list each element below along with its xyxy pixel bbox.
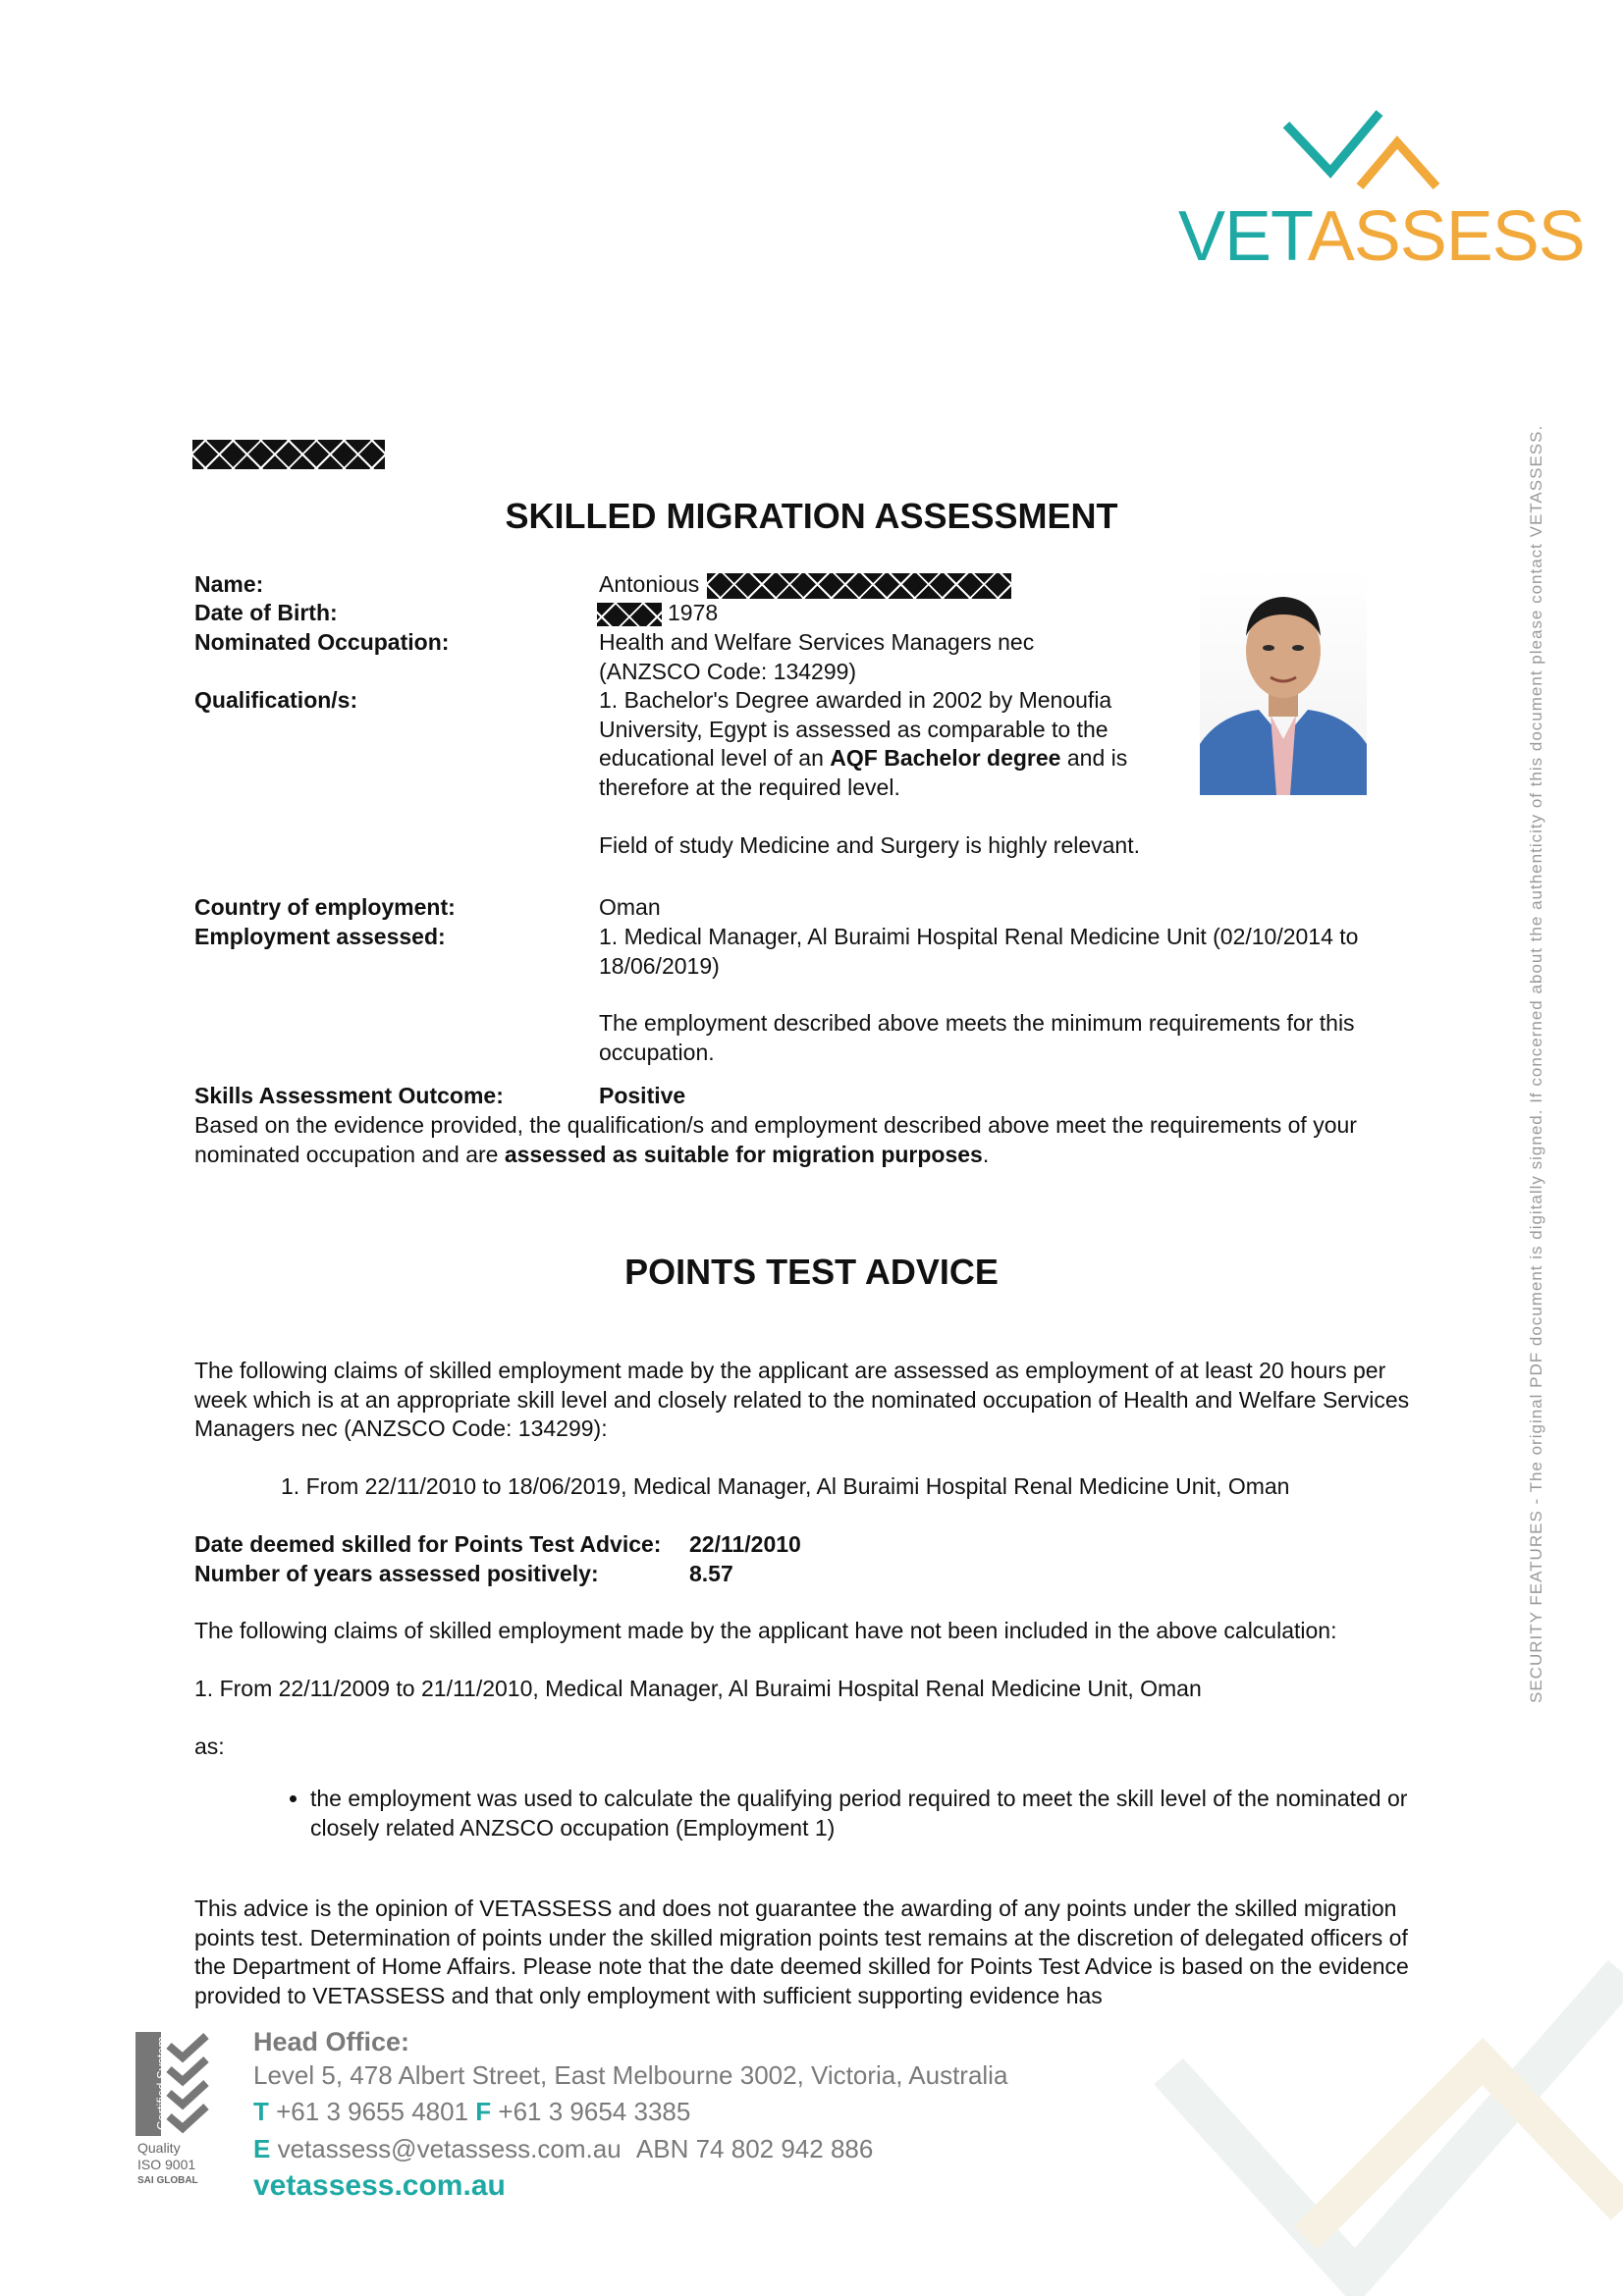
occupation-value-line2: (ANZSCO Code: 134299): [599, 659, 857, 684]
qualification-aqf: AQF Bachelor degree: [830, 745, 1061, 771]
disclaimer: This advice is the opinion of VETASSESS and does not guarantee the awarding of any points under the skilled migration points test. Determination of points under the skilled migration points test remains at the discretion of delegated officers of the Department of Home Affairs. Please note that the date deemed skilled for Points Test Advice is based on the evidence provided to VETASSESS and that only employment with sufficient supporting evidence has: [194, 1896, 1409, 2008]
points-claim-1: 1. From 22/11/2010 to 18/06/2019, Medical Manager, Al Buraimi Hospital Renal Medicine Unit, Oman: [281, 1473, 1290, 1499]
redacted-birthdate: [597, 603, 662, 626]
as-label: as:: [194, 1734, 225, 1759]
logo-text-assess: ASSESS: [1307, 197, 1585, 276]
country-label: Country of employment:: [194, 894, 456, 920]
cert-iso: ISO 9001: [137, 2157, 196, 2172]
excluded-intro: The following claims of skilled employment made by the applicant have not been included in the above calculation:: [194, 1618, 1337, 1643]
email-address[interactable]: vetassess@vetassess.com.au: [277, 2134, 622, 2163]
checkmarks-icon: [163, 2032, 214, 2136]
fax-number: +61 3 9654 3385: [498, 2097, 691, 2126]
cert-system-text: Certified System: [154, 2036, 169, 2130]
abn: ABN 74 802 942 886: [635, 2134, 874, 2163]
vetassess-logo: [1173, 93, 1585, 280]
date-deemed-label: Date deemed skilled for Points Test Advice:: [194, 1531, 662, 1557]
years-label: Number of years assessed positively:: [194, 1561, 599, 1586]
qualification-value: [599, 686, 1173, 802]
date-deemed-value: 22/11/2010: [689, 1531, 801, 1557]
employment-note: The employment described above meets the minimum requirements for this occupation.: [599, 1010, 1355, 1065]
logo-text-vet: VET: [1178, 197, 1308, 276]
email-label: E: [253, 2134, 271, 2163]
decorative-chevron-icon: [1129, 1816, 1623, 2296]
name-value: Antonious: [599, 571, 700, 597]
outcome-value: Positive: [599, 1083, 686, 1108]
years-value: 8.57: [689, 1561, 733, 1586]
points-intro: The following claims of skilled employment made by the applicant are assessed as employment of at least 20 hours per week which is at an appropriate skill level and closely related to the nominated occupation of Health and Welfare Services Managers nec (ANZSCO Code: 134299):: [194, 1358, 1410, 1441]
page-title: SKILLED MIGRATION ASSESSMENT: [505, 496, 1118, 536]
outcome-text-bold: assessed as suitable for migration purposes: [504, 1141, 983, 1167]
excluded-reason-item: • the employment was used to calculate the qualifying period required to meet the skill level of the nominated or closely related ANZSCO occupation (Employment 1): [310, 1785, 1441, 1842]
redacted-surname: [707, 573, 1011, 599]
dob-label: Date of Birth:: [194, 600, 338, 625]
applicant-photo: [1200, 567, 1367, 795]
fax-label: F: [475, 2097, 492, 2126]
security-watermark: SECURITY FEATURES - The original PDF document is digitally signed. If concerned about the authenticity of this document please contact VETASSESS.: [1527, 424, 1545, 1703]
footer-website-link[interactable]: vetassess.com.au: [253, 2169, 506, 2202]
redacted-reference: [192, 440, 385, 469]
iso-cert-badge: [135, 2032, 214, 2199]
occupation-label: Nominated Occupation:: [194, 629, 450, 655]
points-title: POINTS TEST ADVICE: [624, 1252, 999, 1292]
field-of-study: Field of study Medicine and Surgery is highly relevant.: [599, 832, 1141, 858]
footer-email-line: [253, 2130, 873, 2167]
cert-quality: Quality: [137, 2140, 181, 2156]
logo-chevron-icon: [1173, 93, 1537, 201]
employment-label: Employment assessed:: [194, 924, 446, 949]
outcome-label: Skills Assessment Outcome:: [194, 1083, 504, 1108]
outcome-statement: [194, 1111, 1432, 1169]
excluded-claim-1: 1. From 22/11/2009 to 21/11/2010, Medical Manager, Al Buraimi Hospital Renal Medicine Unit, Oman: [194, 1676, 1202, 1701]
name-label: Name:: [194, 571, 264, 597]
country-value: Oman: [599, 894, 661, 920]
phone-number: +61 3 9655 4801: [276, 2097, 469, 2126]
qualification-text: 1. Bachelor's Degree awarded in 2002 by Menoufia University, Egypt is assessed as comparable to the educational level of an: [599, 687, 1112, 771]
outcome-text-end: .: [982, 1141, 990, 1167]
occupation-value-line1: Health and Welfare Services Managers nec: [599, 629, 1035, 655]
footer-head-office: Head Office:: [253, 2027, 410, 2056]
footer-phone-line: [253, 2093, 690, 2130]
dob-value: 1978: [668, 600, 719, 625]
footer-address: Level 5, 478 Albert Street, East Melbourne 3002, Victoria, Australia: [253, 2060, 1008, 2090]
qualification-label: Qualification/s:: [194, 687, 358, 713]
employment-value: 1. Medical Manager, Al Buraimi Hospital Renal Medicine Unit (02/10/2014 to 18/06/2019): [599, 924, 1359, 979]
cert-sai: SAI GLOBAL: [137, 2175, 198, 2186]
outcome-text: Based on the evidence provided, the qualification/s and employment described above meet the requirements of your nominated occupation and are: [194, 1112, 1357, 1167]
qualification-text-end: and is therefore at the required level.: [599, 745, 1128, 800]
phone-label: T: [253, 2097, 269, 2126]
